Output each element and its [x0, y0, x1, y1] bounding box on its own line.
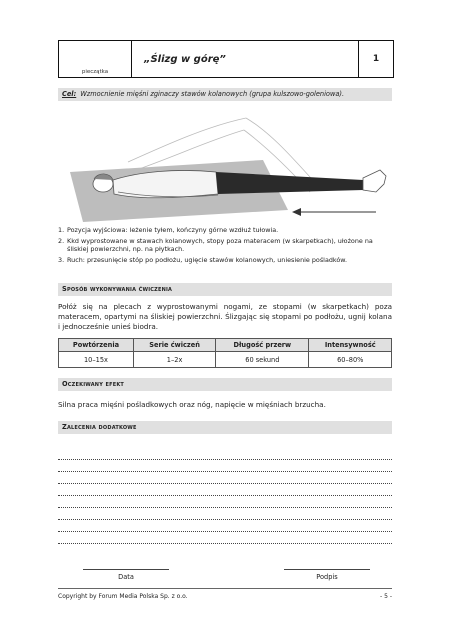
writing-line[interactable] — [58, 484, 392, 496]
table-header: Intensywność — [309, 339, 392, 352]
exercise-title: „Ślizg w górę” — [132, 41, 359, 77]
page-number: - 5 - — [380, 593, 392, 600]
writing-line[interactable] — [58, 448, 392, 460]
writing-line[interactable] — [58, 496, 392, 508]
stamp-cell — [59, 41, 132, 77]
writing-line[interactable] — [58, 460, 392, 472]
effect-text: Silna praca mięśni pośladkowych oraz nóg, napięcie w mięśniach brzucha. — [58, 400, 326, 409]
date-signature-line: Data — [83, 569, 169, 581]
exercise-number: 1 — [372, 54, 380, 64]
writing-line[interactable] — [58, 472, 392, 484]
table-header: Powtórzenia — [59, 339, 134, 352]
list-item: 3. Ruch: przesunięcie stóp po podłożu, ugięcie stawów kolanowych, uniesienie pośladków. — [58, 256, 347, 264]
section-heading-method: Sposób wykonywania ćwiczenia — [58, 283, 392, 296]
table-cell: 60 sekund — [216, 352, 309, 368]
movement-arrow — [292, 208, 376, 216]
section-heading-recommendations: Zalecenia dodatkowe — [58, 421, 392, 434]
table-cell: 10–15x — [59, 352, 134, 368]
footer — [58, 588, 392, 600]
list-item: 1. Pozycja wyjściowa: leżenie tyłem, kończyny górne wzdłuż tułowia. — [58, 226, 279, 234]
table-cell: 60–80% — [309, 352, 392, 368]
table-header: Serie ćwiczeń — [133, 339, 215, 352]
writing-line[interactable] — [58, 532, 392, 544]
signature-line: Podpis — [284, 569, 370, 581]
steps-list — [58, 226, 392, 267]
goal-label: Cel: — [62, 90, 77, 98]
table-row — [59, 352, 392, 368]
copyright-text: Copyright by Forum Media Polska Sp. z o.o. — [58, 593, 188, 600]
table-cell: 1–2x — [133, 352, 215, 368]
table-header: Długość przerw — [216, 339, 309, 352]
goal-bar — [58, 88, 392, 101]
header-box — [58, 40, 394, 78]
section-heading-effect: Oczekiwany efekt — [58, 378, 392, 391]
list-item: 2. Kkd wyprostowane w stawach kolanowych, stopy poza materacem (w skarpetkach), ułożone na śliskiej powierzchni, np. na płytkach. — [58, 236, 373, 254]
stamp-label: pieczątka — [81, 69, 109, 75]
method-text: Połóż się na plecach z wyprostowanymi nogami, ze stopami (w skarpetkach) poza materacem, opartymi na śliskiej powierzchni. Ślizgając się stopami po podłożu, ugnij kolana i jednocześnie unieś biodra. — [58, 302, 392, 331]
exercise-illustration — [58, 104, 392, 226]
writing-line[interactable] — [58, 508, 392, 520]
writing-lines — [58, 448, 392, 544]
goal-text: Wzmocnienie mięśni zginaczy stawów kolanowych (grupa kulszowo-goleniowa). — [80, 90, 345, 98]
writing-line[interactable] — [58, 520, 392, 532]
parameters-table — [58, 338, 392, 368]
